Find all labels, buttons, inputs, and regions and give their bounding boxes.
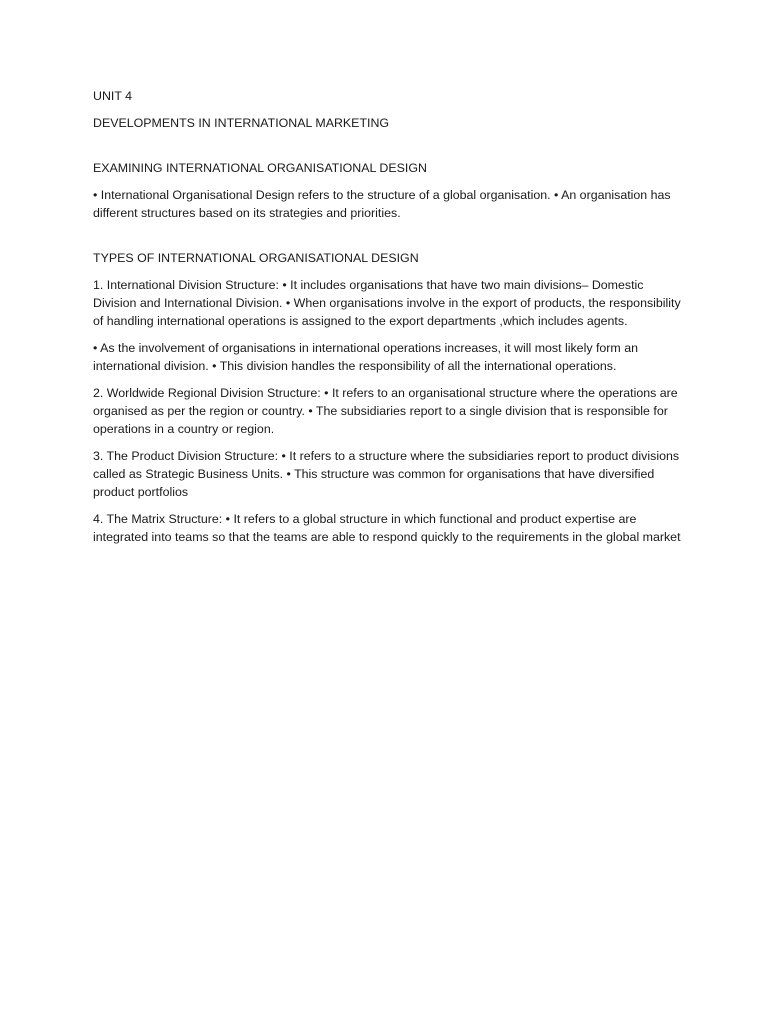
- paragraph-regional-division: 2. Worldwide Regional Division Structure: • It refers to an organisational structure where the operations are organised as per the region or country. • The subsidiaries report to a single division that is responsible for operations in a country or region.: [93, 386, 678, 436]
- section-paragraph-design-intro: • International Organisational Design refers to the structure of a global organisation. • An organisation has different structures based on its strategies and priorities.: [93, 188, 671, 220]
- paragraph-matrix-structure: 4. The Matrix Structure: • It refers to a global structure in which functional and product expertise are integrated into teams so that the teams are able to respond quickly to the requirements in the global market: [93, 512, 681, 544]
- spacer: [93, 141, 683, 159]
- document-page: [93, 87, 683, 555]
- section-heading-examining: EXAMINING INTERNATIONAL ORGANISATIONAL DESIGN: [93, 161, 427, 175]
- document-title: DEVELOPMENTS IN INTERNATIONAL MARKETING: [93, 116, 390, 130]
- paragraph-international-division: 1. International Division Structure: • It includes organisations that have two main divisions– Domestic Division and International Division. • When organisations involve in the export of products, the responsibility of handling international operations is assigned to the export departments ,which includes agents.: [93, 278, 681, 328]
- paragraph-international-involvement: • As the involvement of organisations in international operations increases, it will most likely form an international division. • This division handles the responsibility of all the international operations.: [93, 341, 638, 373]
- paragraph-product-division: 3. The Product Division Structure: • It refers to a structure where the subsidiaries report to product divisions called as Strategic Business Units. • This structure was common for organisations that have diversified product portfolios: [93, 449, 680, 499]
- spacer: [93, 231, 683, 249]
- unit-label: UNIT 4: [93, 89, 133, 103]
- section-heading-types: TYPES OF INTERNATIONAL ORGANISATIONAL DESIGN: [93, 251, 419, 265]
